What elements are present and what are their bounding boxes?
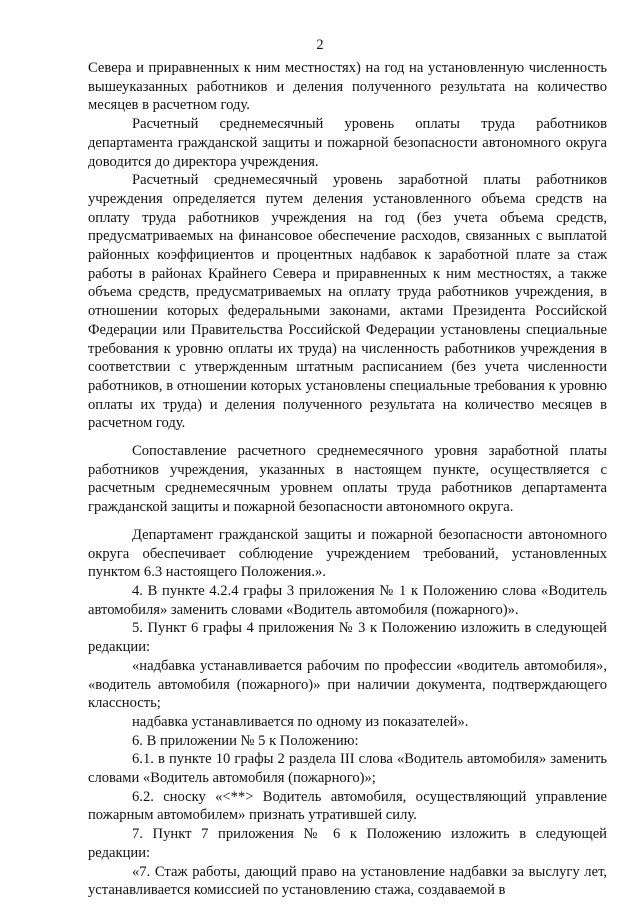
paragraph-p9: надбавка устанавливается по одному из показателей». xyxy=(132,713,469,730)
paragraph-p10: 6. В приложении № 5 к Положению: xyxy=(132,732,359,749)
paragraph-p4: Сопоставление расчетного среднемесячного уровня заработной платы работников учреждения, указанных в настоящем пункте, осуществляется с расчетным среднемесячным уровнем оплаты труда работников департамента гражданской защиты и пожарной безопасности автономного округа. xyxy=(88,443,607,516)
paragraph-p12: 6.2. сноску «<**> Водитель автомобиля, осуществляющий управление пожарным автомобилем» признать утратившей силу. xyxy=(88,788,607,824)
paragraph-p11: 6.1. в пункте 10 графы 2 раздела III слова «Водитель автомобиля» заменить словами «Водитель автомобиля (пожарного)»; xyxy=(88,751,607,787)
document-body xyxy=(88,59,607,900)
paragraph-p1: Севера и приравненных к ним местностях) на год на установленную численность вышеуказанных работников и деления полученного результата на количество месяцев в расчетном году. xyxy=(88,60,607,114)
paragraph-p7: 5. Пункт 6 графы 4 приложения № 3 к Положению изложить в следующей редакции: xyxy=(88,620,607,656)
paragraph-p14: «7. Стаж работы, дающий право на установление надбавки за выслугу лет, устанавливается комиссией по установлению стажа, создаваемой в xyxy=(88,863,607,899)
paragraph-p8: «надбавка устанавливается рабочим по профессии «водитель автомобиля», «водитель автомобиля (пожарного)» при наличии документа, подтверждающего классность; xyxy=(88,657,607,712)
paragraph-p6: 4. В пункте 4.2.4 графы 3 приложения № 1 к Положению слова «Водитель автомобиля» заменить словами «Водитель автомобиля (пожарного)». xyxy=(88,582,607,618)
paragraph-p13: 7. Пункт 7 приложения № 6 к Положению изложить в следующей редакции: xyxy=(88,826,607,861)
paragraph-p2: Расчетный среднемесячный уровень оплаты труда работников департамента гражданской защиты и пожарной безопасности автономного округа доводится до директора учреждения. xyxy=(88,116,607,170)
paragraph-p5: Департамент гражданской защиты и пожарной безопасности автономного округа обеспечивает соблюдение учреждением требований, установленных пунктом 6.3 настоящего Положения.». xyxy=(88,526,607,581)
page-number: 2 xyxy=(316,37,324,53)
paragraph-p3: Расчетный среднемесячный уровень заработной платы работников учреждения определяется путем деления установленного объема средств на оплату труда работников учреждения на год (без учета объема средств, предусматриваемых на финансовое обеспечение расходов, связанных с выплатой районных коэффициентов и процентных надбавок к заработной плате за стаж работы в районах Крайнего Севера и приравненных к ним местностях, а также объема средств, предусматриваемых на оплату труда работников учреждения, в отношении которых федеральными законами, актами Президента Российской Федерации или Правительства Российской Федерации установлены специальные требования к уровню оплаты их труда) на численность работников учреждения в соответствии с утвержденным штатным расписанием (без учета численности работников, в отношении которых установлены специальные требования к уровню оплаты их труда) и деления полученного результата на количество месяцев в расчетном году. xyxy=(88,172,607,432)
